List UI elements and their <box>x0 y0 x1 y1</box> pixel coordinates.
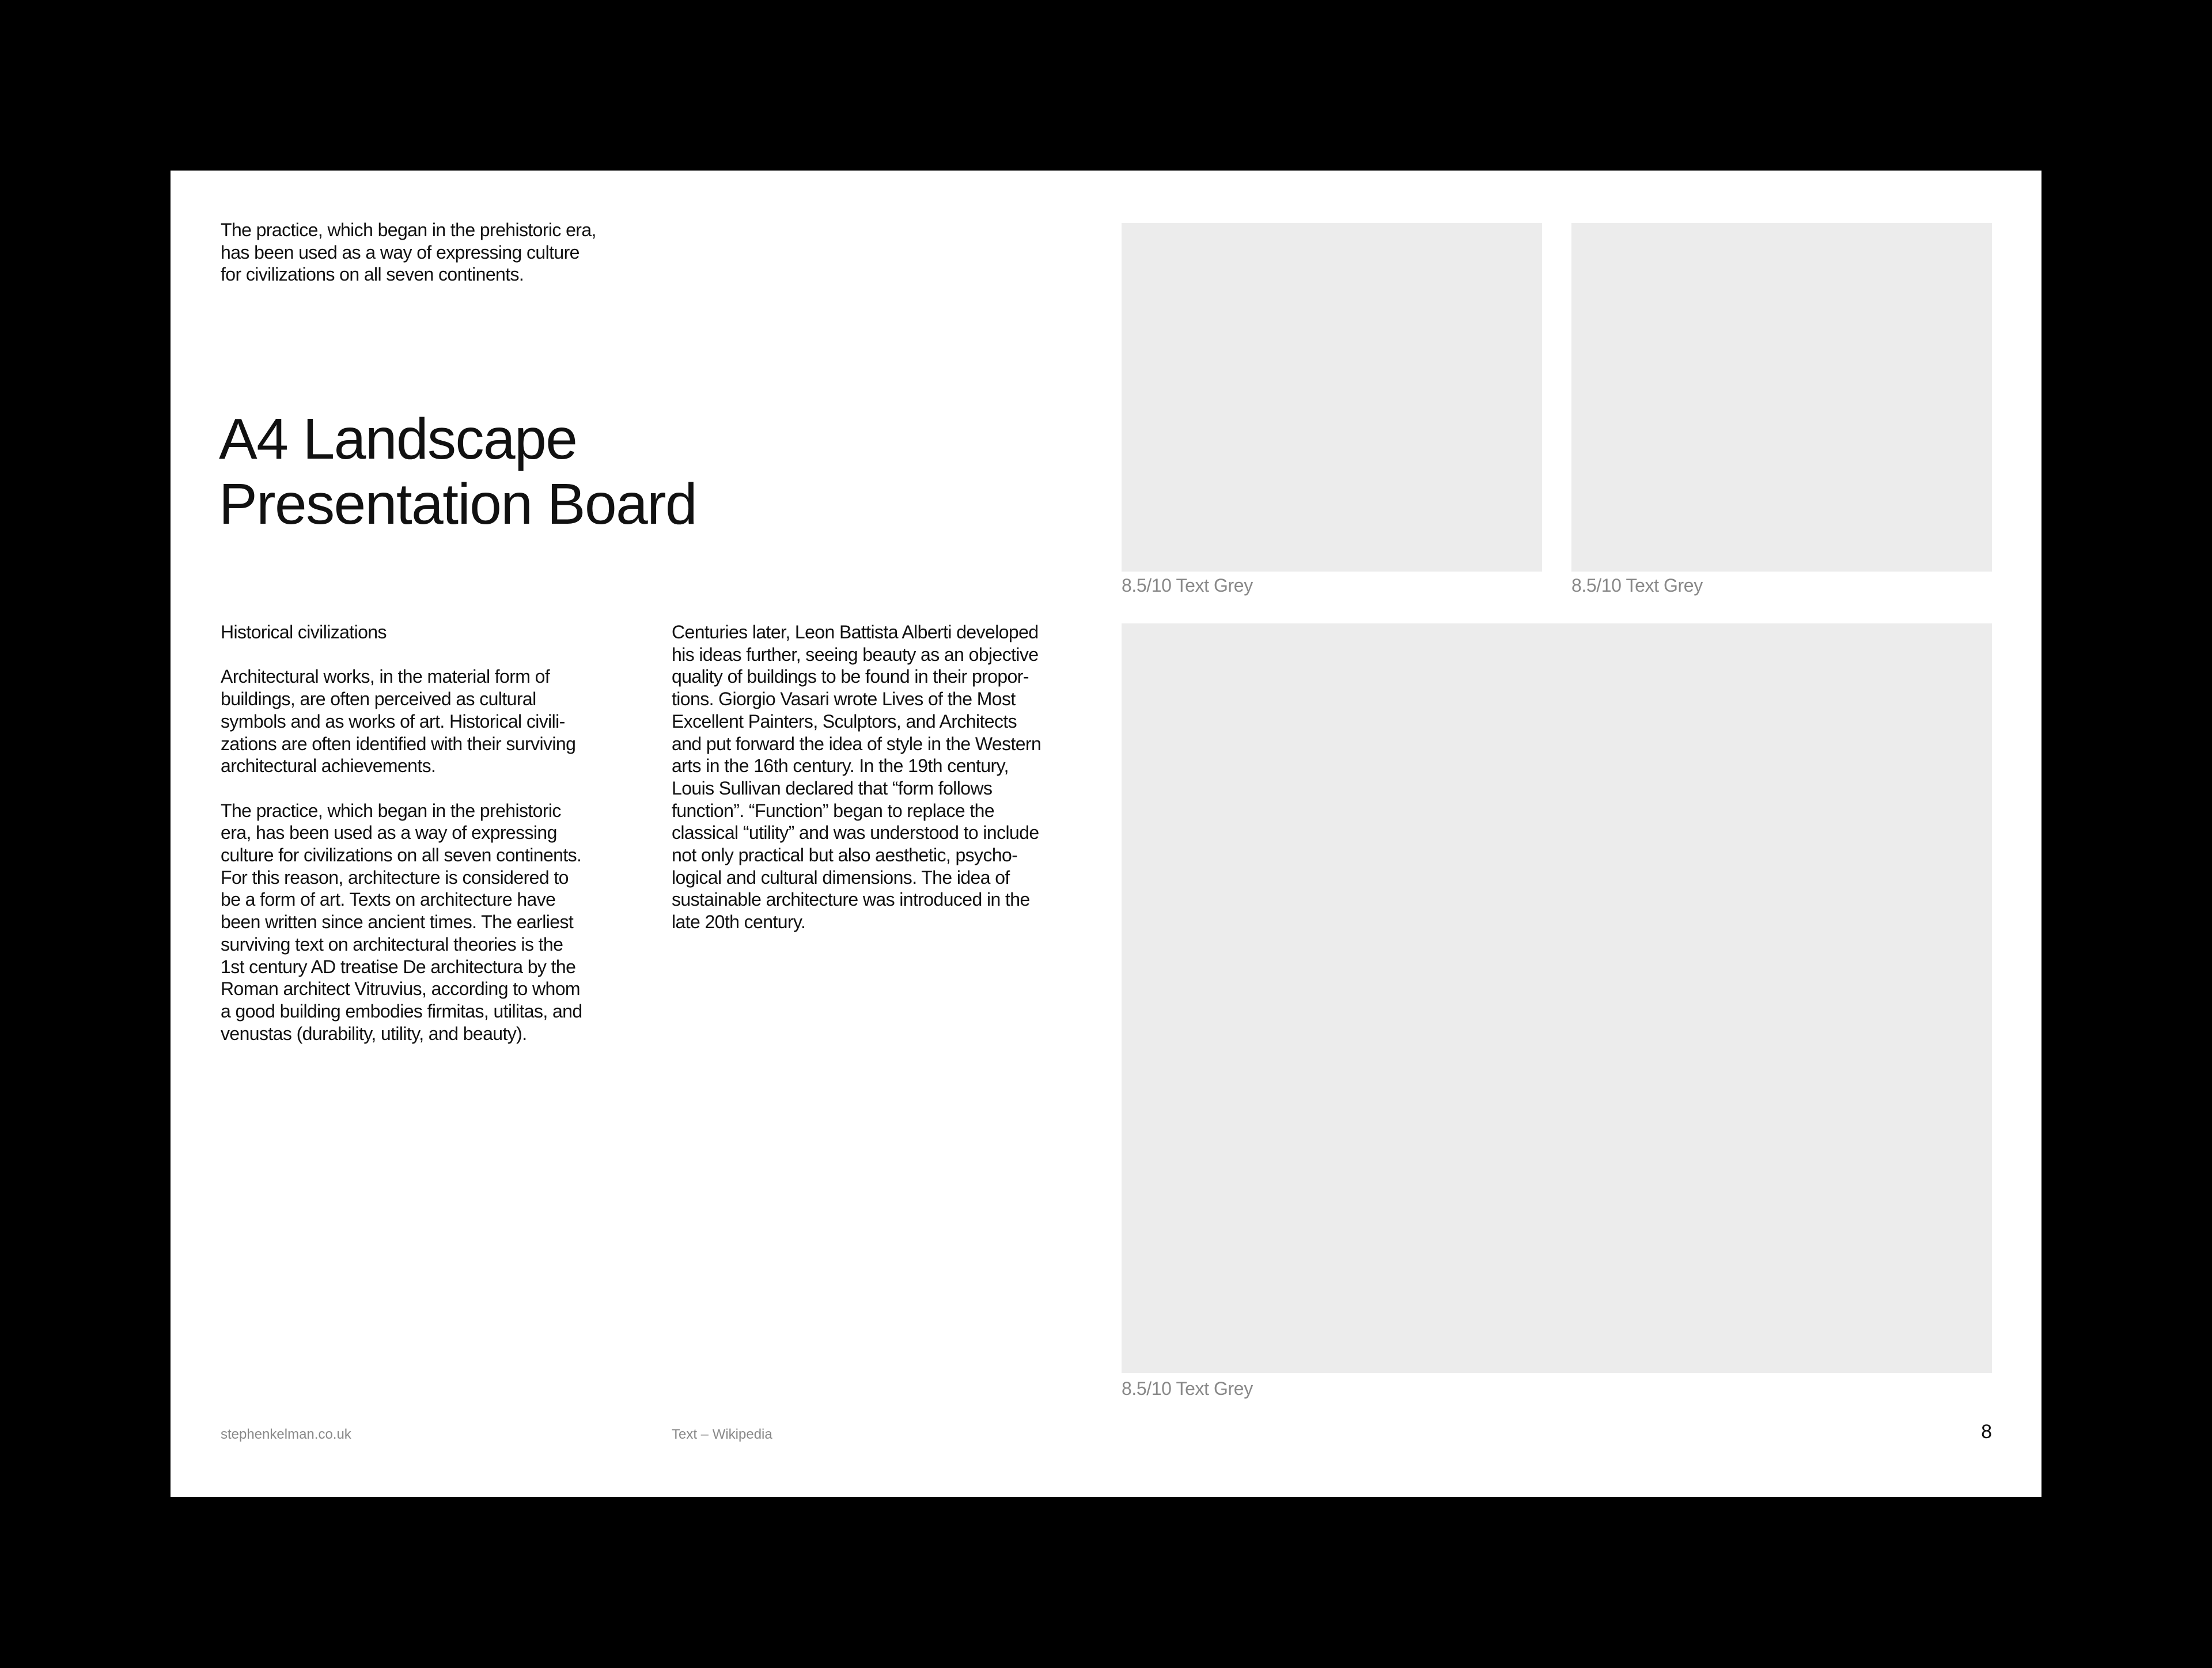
title-line-1: A4 Landscape <box>219 407 577 471</box>
text-line: zations are often identified with their surviving <box>221 733 576 754</box>
image-caption-2: 8.5/10 Text Grey <box>1571 575 1703 596</box>
text-line: for civilizations on all seven continents. <box>221 264 524 285</box>
text-line: and put forward the idea of style in the Western <box>672 733 1041 754</box>
text-line: late 20th century. <box>672 911 806 933</box>
text-line: function”. “Function” began to replace the <box>672 800 995 821</box>
text-line: For this reason, architecture is considered to <box>221 867 569 888</box>
text-line: arts in the 16th century. In the 19th century, <box>672 755 1009 777</box>
text-line: era, has been used as a way of expressing <box>221 822 557 844</box>
page-number: 8 <box>1981 1421 1992 1443</box>
paragraph <box>221 665 635 777</box>
text-line: culture for civilizations on all seven continents. <box>221 845 582 865</box>
text-line: Centuries later, Leon Battista Alberti developed <box>672 622 1039 642</box>
footer-source: Text – Wikipedia <box>672 1427 772 1442</box>
text-line: architectural achievements. <box>221 755 436 777</box>
text-line: 1st century AD treatise De architectura by the <box>221 956 576 977</box>
footer-website: stephenkelman.co.uk <box>221 1427 351 1442</box>
image-caption-1: 8.5/10 Text Grey <box>1122 575 1253 596</box>
text-line: symbols and as works of art. Historical civili- <box>221 710 565 732</box>
text-line: his ideas further, seeing beauty as an objective <box>672 644 1039 665</box>
text-line: Louis Sullivan declared that “form follows <box>672 777 993 799</box>
text-line: Excellent Painters, Sculptors, and Architects <box>672 710 1017 732</box>
text-line: Architectural works, in the material form of <box>221 666 550 687</box>
text-line: has been used as a way of expressing culture <box>221 241 579 263</box>
text-line: venustas (durability, utility, and beauty). <box>221 1023 527 1044</box>
presentation-page <box>171 171 2041 1497</box>
text-line: logical and cultural dimensions. The idea of <box>672 867 1010 888</box>
image-placeholder-large <box>1122 623 1992 1373</box>
text-line: been written since ancient times. The earliest <box>221 911 574 933</box>
text-line: surviving text on architectural theories is the <box>221 933 563 955</box>
text-column-2 <box>672 621 1098 933</box>
text-line: classical “utility” and was understood to include <box>672 822 1039 844</box>
image-caption-large: 8.5/10 Text Grey <box>1122 1378 1253 1399</box>
text-line: a good building embodies firmitas, utilitas, and <box>221 1000 582 1022</box>
intro-text <box>221 219 596 286</box>
text-line: not only practical but also aesthetic, psycho- <box>672 845 1018 866</box>
text-line: tions. Giorgio Vasari wrote Lives of the Most <box>672 689 1016 710</box>
text-line: buildings, are often perceived as cultural <box>221 689 536 710</box>
section-subheading: Historical civilizations <box>221 622 387 642</box>
text-line: The practice, which began in the prehistoric <box>221 800 561 821</box>
paragraph <box>221 800 635 1045</box>
text-line: Roman architect Vitruvius, according to whom <box>221 978 580 1000</box>
text-line: be a form of art. Texts on architecture have <box>221 889 556 910</box>
image-placeholder-1 <box>1122 223 1542 572</box>
text-line: quality of buildings to be found in their propor- <box>672 666 1029 687</box>
text-line: The practice, which began in the prehistoric era, <box>221 220 596 240</box>
text-column-1 <box>221 621 635 1045</box>
page-title <box>219 407 696 537</box>
text-line: sustainable architecture was introduced in the <box>672 889 1030 910</box>
image-placeholder-2 <box>1571 223 1992 572</box>
title-line-2: Presentation Board <box>219 472 697 536</box>
